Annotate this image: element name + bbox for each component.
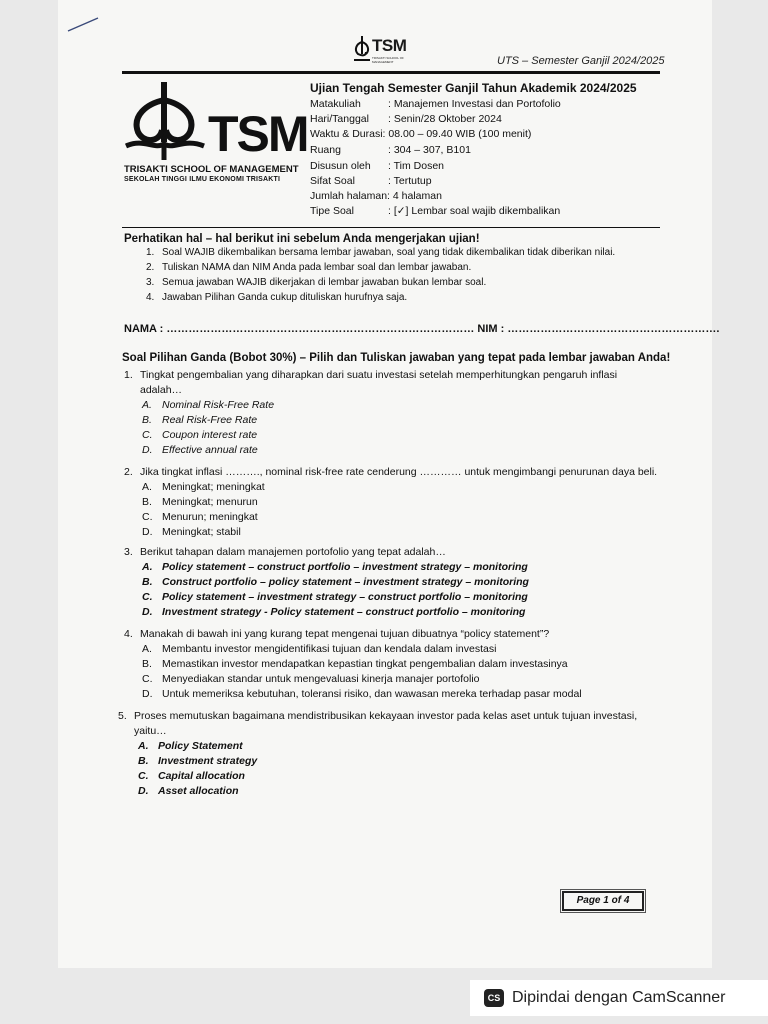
school-name-en: TRISAKTI SCHOOL OF MANAGEMENT	[124, 164, 299, 175]
question-4-text	[124, 628, 549, 640]
question-3-text	[124, 546, 446, 558]
info-label: Tipe Soal	[310, 205, 354, 217]
info-row-matakuliah	[310, 98, 561, 110]
option-1d: D. Effective annual rate	[142, 444, 258, 456]
notice-number: 2.	[146, 262, 155, 273]
notice-text: Tuliskan NAMA dan NIM Anda pada lembar soal dan lembar jawaban.	[162, 262, 472, 273]
option-5d: D. Asset allocation	[138, 785, 239, 797]
camscanner-watermark	[470, 980, 768, 1016]
info-label: Disusun oleh	[310, 160, 371, 172]
name-nim-line: NAMA : ………………………………………………………………………… NIM : ………………………………………………….	[124, 323, 720, 335]
question-number: 4.	[124, 628, 133, 640]
option-2a: A. Meningkat; meningkat	[142, 481, 265, 493]
section-title: Soal Pilihan Ganda (Bobot 30%) – Pilih dan Tuliskan jawaban yang tepat pada lembar jawaban Anda!	[122, 352, 671, 364]
info-label: Matakuliah	[310, 98, 361, 110]
info-row-waktu-durasi	[310, 128, 531, 140]
info-label: Sifat Soal	[310, 175, 355, 187]
exam-title: Ujian Tengah Semester Ganjil Tahun Akademik 2024/2025	[310, 81, 637, 95]
notice-title: Perhatikan hal – hal berikut ini sebelum Anda mengerjakan ujian!	[124, 233, 480, 245]
tsm-emblem-icon	[124, 80, 208, 164]
info-value: : Tim Dosen	[388, 160, 445, 172]
tsm-emblem-small	[352, 34, 372, 64]
mini-logo-text: TSM	[372, 36, 407, 55]
pen-mark	[66, 16, 100, 34]
uts-semester-label: UTS – Semester Ganjil 2024/2025	[497, 55, 665, 67]
info-label: Ruang	[310, 144, 341, 156]
option-4a: A. Membantu investor mengidentifikasi tujuan dan kendala dalam investasi	[142, 643, 497, 655]
info-value: : [✓] Lembar soal wajib dikembalikan	[388, 205, 561, 217]
info-row-ruang	[310, 144, 471, 156]
notice-number: 4.	[146, 292, 155, 303]
question-line: Tingkat pengembalian yang diharapkan dari suatu investasi setelah memperhitungkan pengaruh inflasi	[140, 369, 618, 381]
option-2c: C. Menurun; meningkat	[142, 511, 258, 523]
question-number: 1.	[124, 369, 133, 381]
school-name-id: SEKOLAH TINGGI ILMU EKONOMI TRISAKTI	[124, 176, 281, 183]
question-1-text	[124, 369, 617, 381]
info-value: : 4 halaman	[387, 190, 442, 202]
info-label: Jumlah halaman	[310, 190, 388, 202]
question-5-text-cont: yaitu…	[134, 725, 167, 737]
info-value: : Tertutup	[388, 175, 432, 187]
info-label: Waktu & Durasi	[310, 128, 383, 140]
info-divider	[122, 227, 660, 228]
question-2-text	[124, 466, 657, 478]
logo-text: TSM	[208, 106, 308, 162]
question-1-text-cont: adalah…	[140, 384, 183, 396]
option-5b: B. Investment strategy	[138, 755, 258, 767]
notice-item	[146, 247, 615, 258]
info-row-hari-tanggal	[310, 113, 502, 125]
notice-text: Soal WAJIB dikembalikan bersama lembar jawaban, soal yang tidak dikembalikan tidak diberikan nilai.	[162, 247, 616, 258]
option-3d: D. Investment strategy - Policy statement – construct portfolio – monitoring	[142, 606, 526, 618]
info-row-tipe-soal	[310, 205, 560, 217]
question-5-text	[118, 710, 637, 722]
option-5a: A. Policy Statement	[138, 740, 243, 752]
option-4c: C. Menyediakan standar untuk mengevaluasi kinerja manajer portofolio	[142, 673, 480, 685]
notice-text: Semua jawaban WAJIB dikerjakan di lembar jawaban bukan lembar soal.	[162, 277, 487, 288]
notice-text: Jawaban Pilihan Ganda cukup dituliskan hurufnya saja.	[162, 292, 408, 303]
question-line: Jika tingkat inflasi ………., nominal risk-free rate cenderung ………… untuk mengimbangi penurunan daya beli.	[140, 466, 658, 478]
option-1c: C. Coupon interest rate	[142, 429, 258, 441]
mini-logo-subtext: TRISAKTI SCHOOL OF MANAGEMENT	[372, 56, 404, 64]
option-3c: C. Policy statement – investment strategy – construct portfolio – monitoring	[142, 591, 528, 603]
notice-item	[146, 292, 407, 303]
notice-item	[146, 262, 471, 273]
option-2b: B. Meningkat; menurun	[142, 496, 258, 508]
info-value: : Senin/28 Oktober 2024	[388, 113, 502, 125]
option-3b: B. Construct portfolio – policy statement – investment strategy – monitoring	[142, 576, 529, 588]
mini-logo	[352, 34, 424, 66]
option-2d: D. Meningkat; stabil	[142, 526, 241, 538]
option-4d: D. Untuk memeriksa kebutuhan, toleransi risiko, dan wawasan mereka terhadap pasar modal	[142, 688, 582, 700]
option-3a: A. Policy statement – construct portfolio – investment strategy – monitoring	[142, 561, 528, 573]
info-label: Hari/Tanggal	[310, 113, 369, 125]
question-number: 3.	[124, 546, 133, 558]
option-5c: C. Capital allocation	[138, 770, 245, 782]
option-1b: B. Real Risk-Free Rate	[142, 414, 258, 426]
question-line: Proses memutuskan bagaimana mendistribusikan kekayaan investor pada kelas aset untuk tujuan investasi,	[134, 710, 638, 722]
question-line: Manakah di bawah ini yang kurang tepat mengenai tujuan dibuatnya “policy statement”?	[140, 628, 550, 640]
notice-item	[146, 277, 486, 288]
info-value: : 304 – 307, B101	[388, 144, 471, 156]
info-row-disusun-oleh	[310, 160, 444, 172]
info-value: : 08.00 – 09.40 WIB (100 menit)	[382, 128, 532, 140]
camscanner-text: Dipindai dengan CamScanner	[512, 989, 726, 1006]
page-number-box: Page 1 of 4	[562, 891, 644, 911]
notice-number: 1.	[146, 247, 155, 258]
info-row-jumlah-halaman	[310, 190, 442, 202]
info-row-sifat-soal	[310, 175, 432, 187]
option-4b: B. Memastikan investor mendapatkan kepastian tingkat pengembalian dalam investasinya	[142, 658, 568, 670]
info-value: : Manajemen Investasi dan Portofolio	[388, 98, 561, 110]
notice-number: 3.	[146, 277, 155, 288]
header-rule	[122, 71, 660, 74]
question-number: 5.	[118, 710, 127, 722]
question-line: Berikut tahapan dalam manajemen portofolio yang tepat adalah…	[140, 546, 446, 558]
question-number: 2.	[124, 466, 133, 478]
camscanner-icon: CS	[484, 989, 504, 1007]
option-1a: A. Nominal Risk-Free Rate	[142, 399, 275, 411]
